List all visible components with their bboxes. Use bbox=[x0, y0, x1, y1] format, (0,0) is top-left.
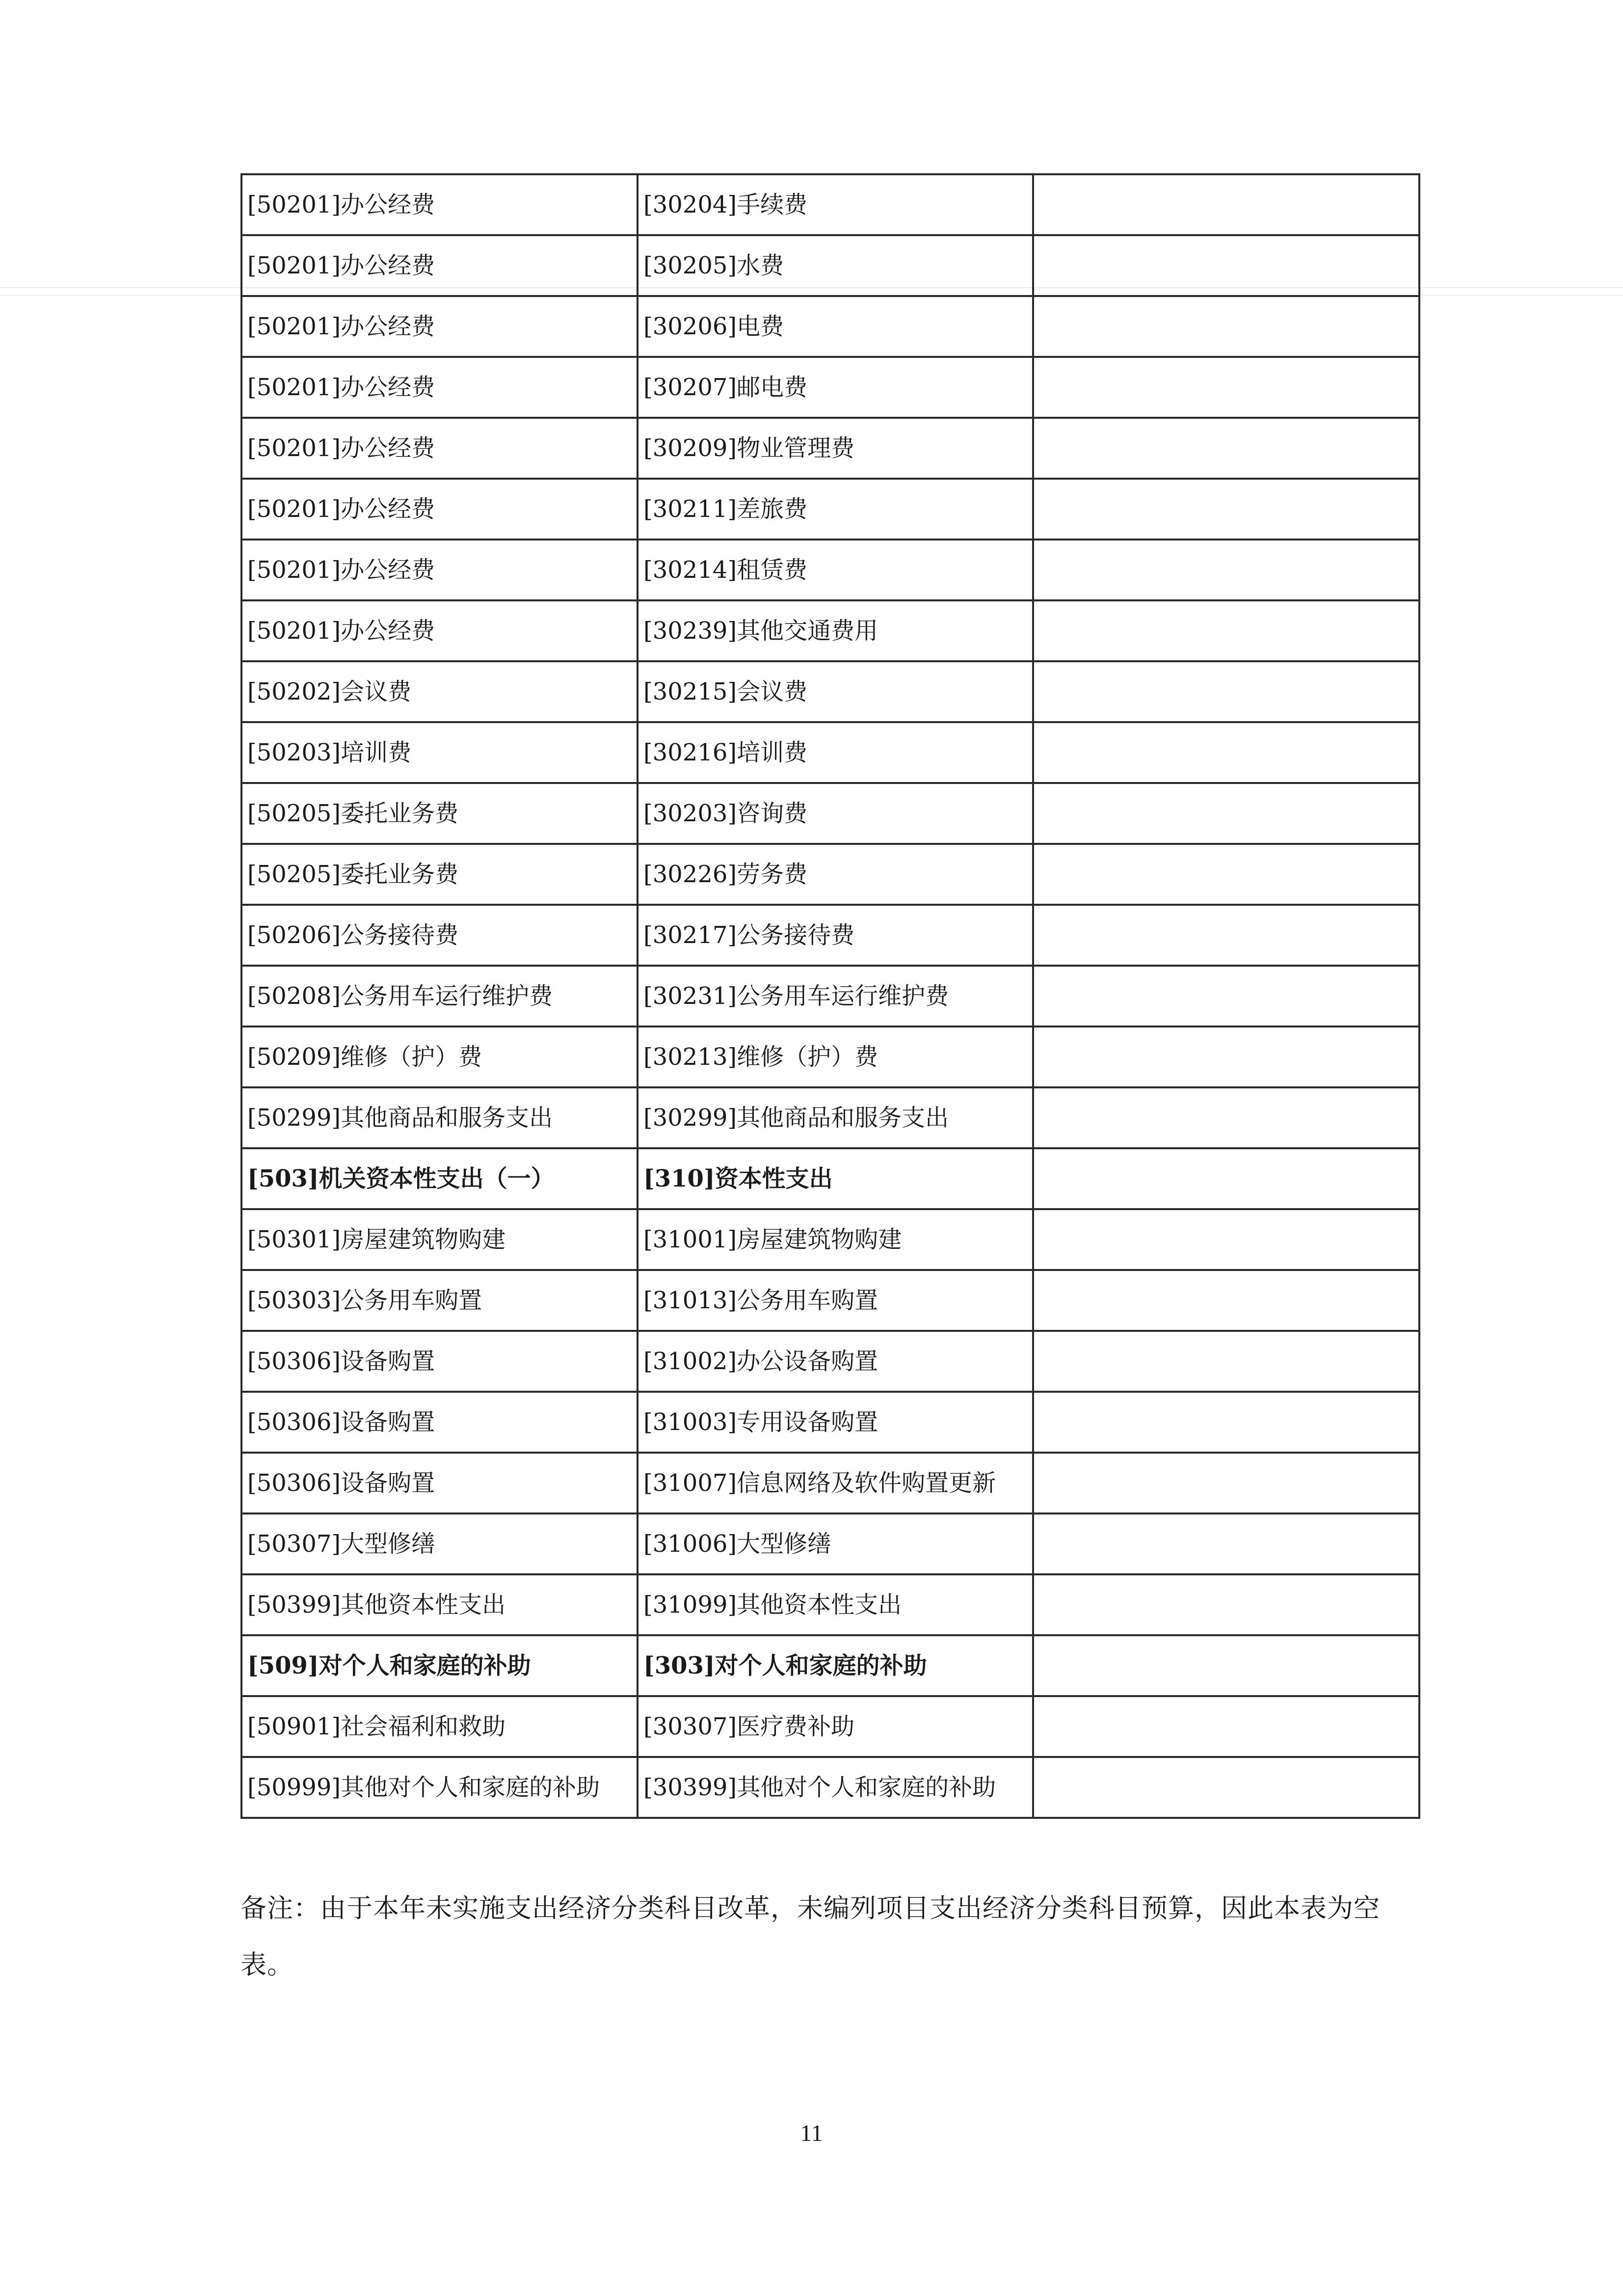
gov-classification-cell: [50306]设备购置 bbox=[241, 1392, 638, 1453]
gov-classification-cell: [50399]其他资本性支出 bbox=[241, 1574, 638, 1635]
amount-cell bbox=[1033, 844, 1419, 905]
table-note: 备注：由于本年未实施支出经济分类科目改革，未编列项目支出经济分类科目预算，因此本表为空表。 bbox=[240, 1893, 1380, 1980]
dept-classification-cell: [31003]专用设备购置 bbox=[638, 1392, 1033, 1453]
table-row bbox=[241, 905, 1419, 966]
dept-classification-cell: [30299]其他商品和服务支出 bbox=[638, 1087, 1033, 1148]
gov-classification-cell: [503]机关资本性支出（一） bbox=[241, 1148, 638, 1209]
dept-classification-cell: [30215]会议费 bbox=[638, 661, 1033, 722]
table-row bbox=[241, 844, 1419, 905]
gov-classification-cell: [50307]大型修缮 bbox=[241, 1513, 638, 1574]
table-row bbox=[241, 296, 1419, 357]
dept-classification-cell: [30307]医疗费补助 bbox=[638, 1696, 1033, 1757]
dept-classification-cell: [30211]差旅费 bbox=[638, 479, 1033, 540]
table-row bbox=[241, 1209, 1419, 1270]
gov-classification-cell: [50901]社会福利和救助 bbox=[241, 1696, 638, 1757]
table-row bbox=[241, 1696, 1419, 1757]
dept-classification-cell: [31002]办公设备购置 bbox=[638, 1331, 1033, 1392]
dept-classification-cell: [30205]水费 bbox=[638, 235, 1033, 296]
gov-classification-cell: [50209]维修（护）费 bbox=[241, 1026, 638, 1087]
gov-classification-cell: [50201]办公经费 bbox=[241, 540, 638, 600]
table-row bbox=[241, 1026, 1419, 1087]
gov-classification-cell: [509]对个人和家庭的补助 bbox=[241, 1635, 638, 1696]
dept-classification-cell: [30203]咨询费 bbox=[638, 783, 1033, 844]
amount-cell bbox=[1033, 1026, 1419, 1087]
dept-classification-cell: [310]资本性支出 bbox=[638, 1148, 1033, 1209]
gov-classification-cell: [50208]公务用车运行维护费 bbox=[241, 966, 638, 1026]
dept-classification-cell: [31013]公务用车购置 bbox=[638, 1270, 1033, 1331]
gov-classification-cell: [50205]委托业务费 bbox=[241, 783, 638, 844]
gov-classification-cell: [50202]会议费 bbox=[241, 661, 638, 722]
table-row bbox=[241, 357, 1419, 418]
table-row bbox=[241, 1392, 1419, 1453]
amount-cell bbox=[1033, 479, 1419, 540]
amount-cell bbox=[1033, 600, 1419, 661]
table-row bbox=[241, 1270, 1419, 1331]
gov-classification-cell: [50303]公务用车购置 bbox=[241, 1270, 638, 1331]
dept-classification-cell: [303]对个人和家庭的补助 bbox=[638, 1635, 1033, 1696]
gov-classification-cell: [50306]设备购置 bbox=[241, 1331, 638, 1392]
table-row bbox=[241, 783, 1419, 844]
amount-cell bbox=[1033, 1513, 1419, 1574]
gov-classification-cell: [50205]委托业务费 bbox=[241, 844, 638, 905]
dept-classification-cell: [30204]手续费 bbox=[638, 174, 1033, 235]
dept-classification-cell: [30239]其他交通费用 bbox=[638, 600, 1033, 661]
table-row bbox=[241, 1453, 1419, 1513]
amount-cell bbox=[1033, 357, 1419, 418]
gov-classification-cell: [50201]办公经费 bbox=[241, 235, 638, 296]
dept-classification-cell: [30206]电费 bbox=[638, 296, 1033, 357]
amount-cell bbox=[1033, 1270, 1419, 1331]
amount-cell bbox=[1033, 1635, 1419, 1696]
gov-classification-cell: [50301]房屋建筑物购建 bbox=[241, 1209, 638, 1270]
amount-cell bbox=[1033, 1757, 1419, 1818]
gov-classification-cell: [50206]公务接待费 bbox=[241, 905, 638, 966]
table-row bbox=[241, 722, 1419, 783]
gov-classification-cell: [50999]其他对个人和家庭的补助 bbox=[241, 1757, 638, 1818]
table-row bbox=[241, 1331, 1419, 1392]
gov-classification-cell: [50299]其他商品和服务支出 bbox=[241, 1087, 638, 1148]
dept-classification-cell: [30209]物业管理费 bbox=[638, 418, 1033, 479]
table-body bbox=[241, 174, 1419, 1818]
amount-cell bbox=[1033, 540, 1419, 600]
table-row bbox=[241, 1148, 1419, 1209]
table-row bbox=[241, 1757, 1419, 1818]
amount-cell bbox=[1033, 661, 1419, 722]
table-row bbox=[241, 1513, 1419, 1574]
dept-classification-cell: [31099]其他资本性支出 bbox=[638, 1574, 1033, 1635]
amount-cell bbox=[1033, 1696, 1419, 1757]
gov-classification-cell: [50306]设备购置 bbox=[241, 1453, 638, 1513]
amount-cell bbox=[1033, 1148, 1419, 1209]
table-row bbox=[241, 1087, 1419, 1148]
gov-classification-cell: [50201]办公经费 bbox=[241, 600, 638, 661]
table-row bbox=[241, 235, 1419, 296]
dept-classification-cell: [30207]邮电费 bbox=[638, 357, 1033, 418]
page-number: 11 bbox=[800, 2120, 823, 2146]
expenditure-classification-table bbox=[240, 173, 1420, 1819]
amount-cell bbox=[1033, 1087, 1419, 1148]
amount-cell bbox=[1033, 1453, 1419, 1513]
dept-classification-cell: [31001]房屋建筑物购建 bbox=[638, 1209, 1033, 1270]
dept-classification-cell: [30217]公务接待费 bbox=[638, 905, 1033, 966]
dept-classification-cell: [30226]劳务费 bbox=[638, 844, 1033, 905]
amount-cell bbox=[1033, 1209, 1419, 1270]
table-row bbox=[241, 600, 1419, 661]
table-row bbox=[241, 966, 1419, 1026]
amount-cell bbox=[1033, 235, 1419, 296]
dept-classification-cell: [31007]信息网络及软件购置更新 bbox=[638, 1453, 1033, 1513]
dept-classification-cell: [30399]其他对个人和家庭的补助 bbox=[638, 1757, 1033, 1818]
amount-cell bbox=[1033, 296, 1419, 357]
dept-classification-cell: [30231]公务用车运行维护费 bbox=[638, 966, 1033, 1026]
dept-classification-cell: [30213]维修（护）费 bbox=[638, 1026, 1033, 1087]
dept-classification-cell: [30214]租赁费 bbox=[638, 540, 1033, 600]
amount-cell bbox=[1033, 174, 1419, 235]
gov-classification-cell: [50201]办公经费 bbox=[241, 418, 638, 479]
table-row bbox=[241, 540, 1419, 600]
table-row bbox=[241, 1635, 1419, 1696]
amount-cell bbox=[1033, 783, 1419, 844]
dept-classification-cell: [30216]培训费 bbox=[638, 722, 1033, 783]
dept-classification-cell: [31006]大型修缮 bbox=[638, 1513, 1033, 1574]
amount-cell bbox=[1033, 1392, 1419, 1453]
amount-cell bbox=[1033, 1331, 1419, 1392]
amount-cell bbox=[1033, 722, 1419, 783]
table-row bbox=[241, 1574, 1419, 1635]
amount-cell bbox=[1033, 966, 1419, 1026]
gov-classification-cell: [50203]培训费 bbox=[241, 722, 638, 783]
gov-classification-cell: [50201]办公经费 bbox=[241, 296, 638, 357]
table-row bbox=[241, 661, 1419, 722]
amount-cell bbox=[1033, 418, 1419, 479]
gov-classification-cell: [50201]办公经费 bbox=[241, 479, 638, 540]
table-row bbox=[241, 479, 1419, 540]
table-row bbox=[241, 174, 1419, 235]
gov-classification-cell: [50201]办公经费 bbox=[241, 357, 638, 418]
amount-cell bbox=[1033, 1574, 1419, 1635]
gov-classification-cell: [50201]办公经费 bbox=[241, 174, 638, 235]
table-row bbox=[241, 418, 1419, 479]
amount-cell bbox=[1033, 905, 1419, 966]
